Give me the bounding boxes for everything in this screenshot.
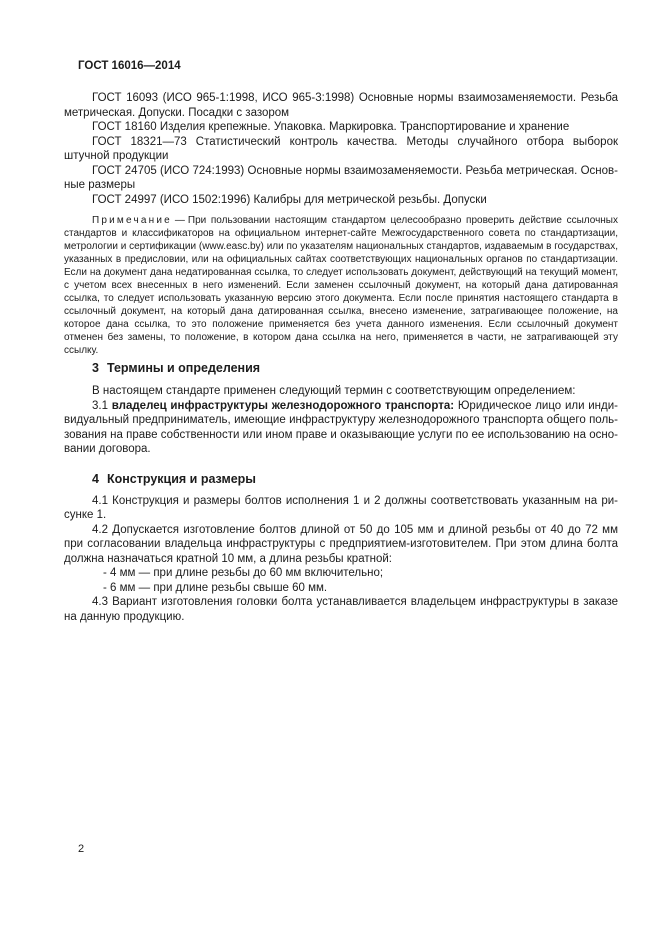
section-3-heading [64, 361, 618, 376]
term-definition-paragraph [64, 399, 618, 457]
section-3-title: Термины и определения [106, 361, 261, 375]
reference-item: ГОСТ 24997 (ИСО 1502:1996) Калибры для метрической резьбы. Допуски [92, 193, 487, 206]
reference-item: ГОСТ 24705 (ИСО 724:1993) Основные нормы взаимозаменяемости. Резьба метрическая. Основные размеры [64, 164, 618, 191]
section-3-intro: В настоящем стандарте применен следующий термин с соответствующим определением: [92, 385, 576, 397]
page-content [64, 91, 618, 624]
section-3-number: 3 [92, 361, 99, 375]
page-number: 2 [78, 843, 85, 855]
section-4-title: Конструкция и размеры [106, 471, 256, 486]
note-text: При пользовании настоящим стандартом целесообразно проверить действие ссылочных стандартов и классификаторов на официальном интернет-сайте Межгосударственного совета по стандартизации, метрологии и сертификации (www.easc.by) или по указателям национальных стандартов, издаваемым в государствах, указанных в предисловии, или на официальных сайтах соответствующих национальных органов по стандартизации. Если на документ дана недатированная ссылка, то следует использовать документ, действующий на текущий момент, с учетом всех внесенных в него изменений. Если заменен ссылочный документ, на который дана датированная ссылка, то следует использовать указанную версию этого документа. Если после принятия настоящего стандарта в ссылочный документ, на который дана датированная ссылка, внесено изменение, затрагивающее положение, на которое дана ссылка, то это положение применяется без учета данного изменения. Если ссылочный документ отменен без замены, то положение, в котором дана ссылка на него, применяется в части, не затрагивающей эту ссылку. [64, 215, 618, 356]
note-label: Примечание [92, 215, 172, 226]
clause-4-2: 4.2 Допускается изготовление болтов длиной от 50 до 105 мм и длиной резьбы от 40 до 72 мм при согласовании владельца инфраструктуры с предприятием-изготовителем. При этом длина болта должна назначаться кратной 10 мм, а длина резьбы кратной: [64, 523, 618, 565]
running-header: ГОСТ 16016—2014 [78, 60, 181, 72]
term-name: владелец инфраструктуры железнодорожного транспорта: [111, 399, 455, 412]
note-paragraph [64, 214, 618, 357]
reference-item: ГОСТ 18160 Изделия крепежные. Упаковка. Маркировка. Транспортирование и хранение [92, 121, 570, 133]
list-item: - 6 мм — при длине резьбы свыше 60 мм. [103, 581, 328, 594]
list-item: - 4 мм — при длине резьбы до 60 мм включительно; [103, 567, 384, 579]
section-4-heading [64, 472, 618, 487]
note-dash: — [174, 215, 185, 226]
clause-4-3: 4.3 Вариант изготовления головки болта устанавливается владельцем инфраструктуры в заказе на данную продукцию. [64, 596, 618, 623]
section-4-number: 4 [92, 471, 99, 486]
term-definition: Юридическое лицо или индивидуальный предприниматель, имеющие инфраструктуру железнодорожного транспорта общего пользования на праве собственности или ином праве и оказывающие услуги по ее использованию на основании договора. [64, 399, 618, 455]
clause-4-1: 4.1 Конструкция и размеры болтов исполнения 1 и 2 должны соответствовать указанным на рисунке 1. [64, 494, 618, 521]
term-number: 3.1 [92, 399, 108, 412]
reference-item: ГОСТ 16093 (ИСО 965-1:1998, ИСО 965-3:1998) Основные нормы взаимозаменяемости. Резьба метрическая. Допуски. Посадки с зазором [64, 92, 618, 119]
reference-item: ГОСТ 18321—73 Статистический контроль качества. Методы случайного отбора выборок штучной продукции [64, 135, 618, 162]
